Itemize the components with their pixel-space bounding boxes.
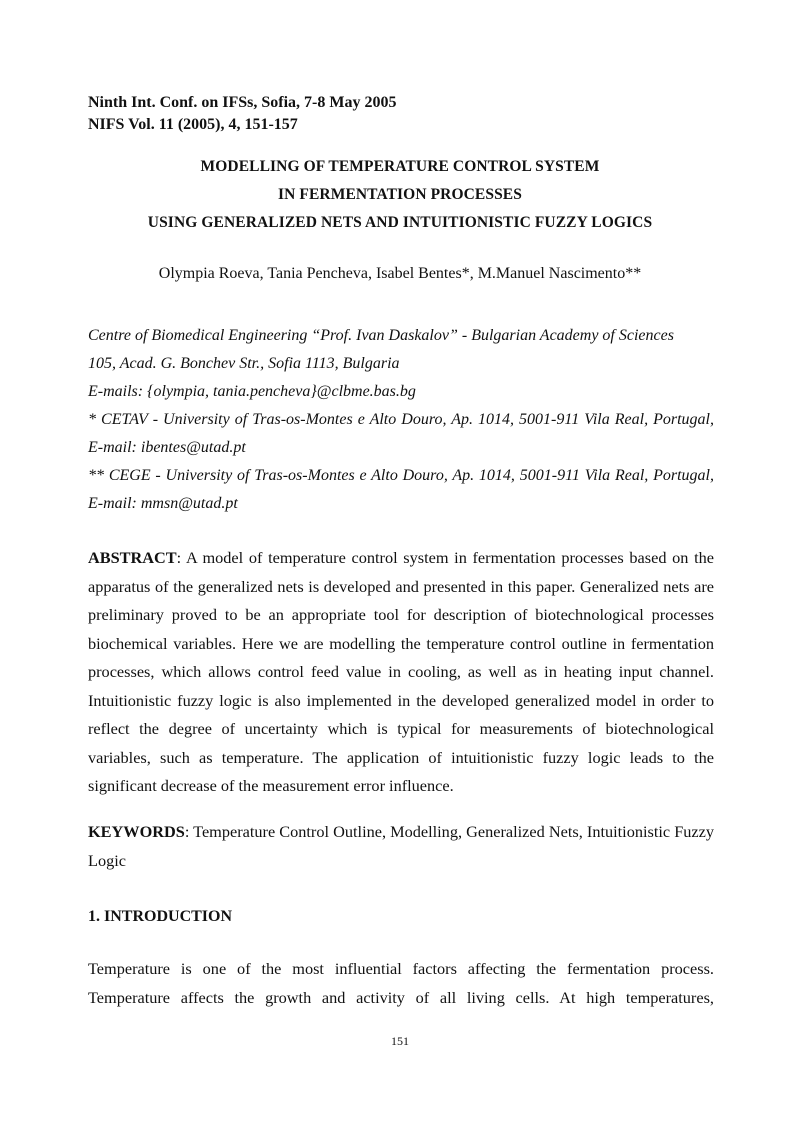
- section-body: [88, 955, 714, 1012]
- affiliations: [88, 322, 714, 518]
- keywords-text: : Temperature Control Outline, Modelling, Generalized Nets, Intuitionistic Fuzzy Logic: [88, 822, 714, 870]
- conference-line: Ninth Int. Conf. on IFSs, Sofia, 7-8 May 2005: [88, 94, 397, 111]
- affiliation-address: 105, Acad. G. Bonchev Str., Sofia 1113, Bulgaria: [88, 355, 400, 372]
- paper-title-line-2: IN FERMENTATION PROCESSES: [278, 186, 522, 203]
- affiliation-cege: ** CEGE - University of Tras-os-Montes e Alto Douro, Ap. 1014, 5001-911 Vila Real, Portugal, E-mail: mmsn@utad.pt: [88, 467, 714, 512]
- page-number: 151: [391, 1034, 409, 1048]
- abstract: [88, 544, 714, 801]
- paper-title-line-1: MODELLING OF TEMPERATURE CONTROL SYSTEM: [200, 158, 600, 175]
- author-list: Olympia Roeva, Tania Pencheva, Isabel Bentes*, M.Manuel Nascimento**: [158, 265, 642, 282]
- abstract-label: ABSTRACT: [88, 548, 177, 567]
- affiliation-institution: Centre of Biomedical Engineering “Prof. Ivan Daskalov” - Bulgarian Academy of Sciences: [88, 327, 674, 344]
- affiliation-emails: E-mails: {olympia, tania.pencheva}@clbme.bas.bg: [88, 383, 416, 400]
- section-heading: 1. INTRODUCTION: [88, 908, 233, 925]
- keywords-label: KEYWORDS: [88, 822, 185, 841]
- volume-line: NIFS Vol. 11 (2005), 4, 151-157: [88, 116, 298, 133]
- keywords: [88, 818, 714, 875]
- introduction-paragraph: Temperature is one of the most influential factors affecting the fermentation process. Temperature affects the growth and activity of all living cells. At high temperatures,: [88, 959, 714, 1007]
- abstract-text: : A model of temperature control system in fermentation processes based on the apparatus of the generalized nets is developed and presented in this paper. Generalized nets are preliminary proved to be an appropriate tool for description of biotechnological processes biochemical variables. Here we are modelling the temperature control outline in fermentation processes, which allows control feed value in cooling, as well as in heating input channel. Intuitionistic fuzzy logic is also implemented in the developed generalized model in order to reflect the degree of uncertainty which is typical for measurements of biotechnological variables, such as temperature. The application of intuitionistic fuzzy logic leads to the significant decrease of the measurement error influence.: [88, 548, 714, 795]
- affiliation-cetav: * CETAV - University of Tras-os-Montes e Alto Douro, Ap. 1014, 5001-911 Vila Real, Portugal, E-mail: ibentes@utad.pt: [88, 411, 714, 456]
- conference-header: [88, 92, 396, 136]
- paper-title-line-3: USING GENERALIZED NETS AND INTUITIONISTIC FUZZY LOGICS: [147, 214, 653, 231]
